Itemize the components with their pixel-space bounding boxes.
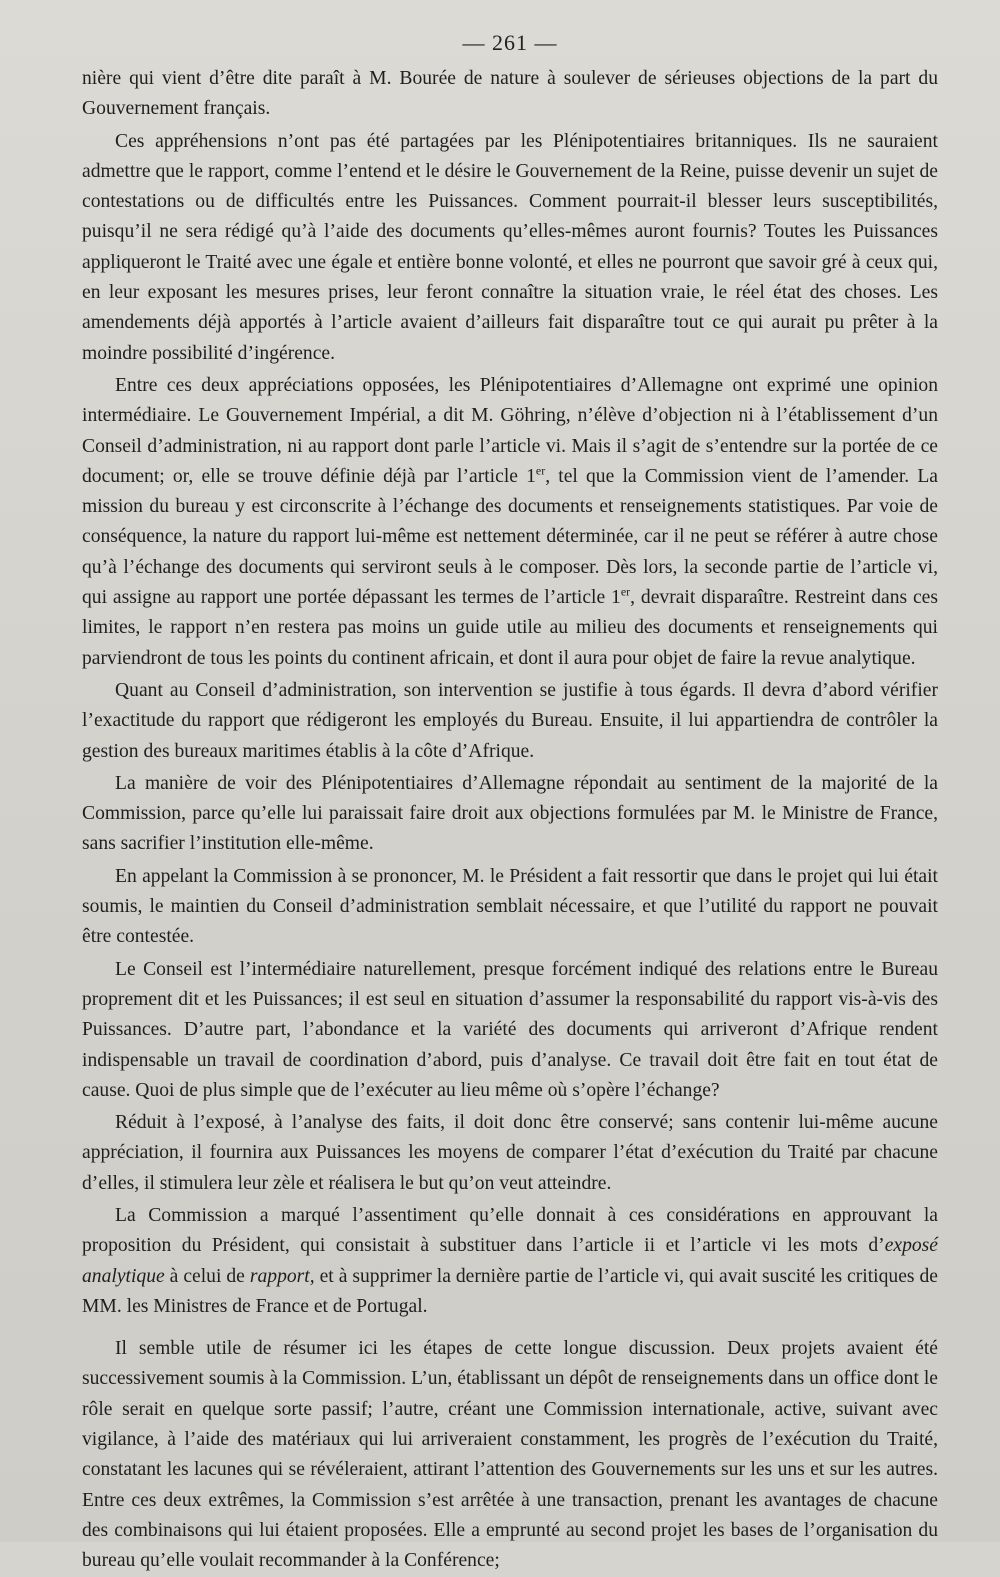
page-number: — 261 —: [462, 30, 558, 55]
italic-term: rapport,: [249, 1265, 315, 1287]
paragraph: nière qui vient d’être dite paraît à M. Bourée de nature à soulever de sérieuses objections de la part du Gouvernement français.: [82, 68, 938, 120]
paragraph-text: et à supprimer la dernière partie de l’article vi, qui avait suscité les critiques de MM. les Ministres de France et de Portugal.: [82, 1265, 938, 1317]
paragraph: En appelant la Commission à se prononcer, M. le Président a fait ressortir que dans le projet qui lui était soumis, le maintien du Conseil d’administration semblait nécessaire, et que l’utilité du rapport ne pouvait être contestée.: [82, 865, 938, 948]
paragraph: Ces appréhensions n’ont pas été partagées par les Plénipotentiaires britanniques. Ils ne sauraient admettre que le rapport, comme l’entend et le désire le Gouvernement de la Reine, puisse devenir un sujet de contestations ou de difficultés entre les Puissances. Comment pourrait-il blesser leurs susceptibilités, puisqu’il ne sera rédigé qu’à l’aide des documents qu’elles-mêmes auront fournis? Toutes les Puissances appliqueront le Traité avec une égale et entière bonne volonté, et elles ne pourront que savoir gré à ceux qui, en leur exposant les mesures prises, leur feront connaître la situation vraie, le réel état des choses. Les amendements déjà apportés à l’article avaient d’ailleurs fait disparaître tout ce qui aurait pu prêter à la moindre possibilité d’ingérence.: [82, 130, 938, 364]
paragraph: Il semble utile de résumer ici les étapes de cette longue discussion. Deux projets avaient été successivement soumis à la Commission. L’un, établissant un dépôt de renseignements dans un office dont le rôle serait en quelque sorte passif; l’autre, créant une Commission internationale, active, suivant avec vigilance, à l’aide des matériaux qui lui arriveraient constamment, les progrès de l’exécution du Traité, constatant les lacunes qui se révéleraient, attirant l’attention des Gouvernements sur les uns et sur les autres. Entre ces deux extrêmes, la Commission s’est arrêtée à une transaction, prenant les avantages de chacune des combinaisons qui lui étaient proposées. Elle a emprunté au second projet les bases de l’organisation du bureau qu’elle voulait recommander à la Conférence;: [82, 1338, 938, 1572]
superscript: er: [535, 463, 546, 478]
italic-term: exposé analytique: [82, 1235, 938, 1287]
paragraph-text: La Commission a marqué l’assentiment qu’elle donnait à ces considérations en approuvant la proposition du Président, qui consistait à substituer dans l’article ii et l’article vi les mots d’: [82, 1204, 938, 1257]
paragraph-text: , tel que la Commission vient de l’amender. La mission du bureau y est circonscrite à l’échange des documents et renseignements statistiques. Par voie de conséquence, la nature du rapport lui-même est nettement déterminée, car il ne peut se référer à autre chose qu’à l’échange des documents qui serviront seuls à le composer. Dès lors, la seconde partie de l’article vi, qui assigne au rapport une portée dépassant les termes de l’article 1: [82, 465, 938, 609]
paragraph-text: Entre ces deux appréciations opposées, les Plénipotentiaires d’Allemagne ont exprimé une opinion intermédiaire. Le Gouvernement Impérial, a dit M. Göhring, n’élève d’objection ni à l’établissement d’un Conseil d’administration, ni au rapport dont parle l’article vi. Mais il s’agit de s’entendre sur la portée de ce document; or, elle se trouve définie déjà par l’article 1: [82, 374, 938, 487]
paragraph-text: à celui de: [164, 1265, 250, 1287]
paragraph-text: , devrait disparaître. Restreint dans ces limites, le rapport n’en restera pas moins un guide utile au milieu des documents et renseignements qui parviendront de tous les points du continent africain, et dont il aura pour objet de faire la revue analytique.: [82, 587, 938, 669]
paragraph: [82, 1201, 938, 1322]
paragraph: [82, 371, 938, 674]
paragraph: Quant au Conseil d’administration, son intervention se justifie à tous égards. Il devra d’abord vérifier l’exactitude du rapport que rédigeront les employés du Bureau. Ensuite, il lui appartiendra de contrôler la gestion des bureaux maritimes établis à la côte d’Afrique.: [82, 679, 938, 762]
paragraph: Le Conseil est l’intermédiaire naturellement, presque forcément indiqué des relations entre le Bureau proprement dit et les Puissances; il est seul en situation d’assumer la responsabilité du rapport vis-à-vis des Puissances. D’autre part, l’abondance et la variété des documents qui arriveront d’Afrique rendent indispensable un travail de coordination d’abord, puis d’analyse. Ce travail doit être fait en tout état de cause. Quoi de plus simple que de l’exécuter au lieu même où s’opère l’échange?: [82, 958, 938, 1101]
superscript: er: [620, 584, 631, 599]
paragraph: La manière de voir des Plénipotentiaires d’Allemagne répondait au sentiment de la majorité de la Commission, parce qu’elle lui paraissait faire droit aux objections formulées par M. le Ministre de France, sans sacrifier l’institution elle-même.: [82, 772, 938, 855]
paragraph: Réduit à l’exposé, à l’analyse des faits, il doit donc être conservé; sans contenir lui-même aucune appréciation, il fournira aux Puissances les moyens de comparer l’état d’exécution du Traité par chacune d’elles, il stimulera leur zèle et réalisera le but qu’on veut atteindre.: [82, 1112, 938, 1194]
